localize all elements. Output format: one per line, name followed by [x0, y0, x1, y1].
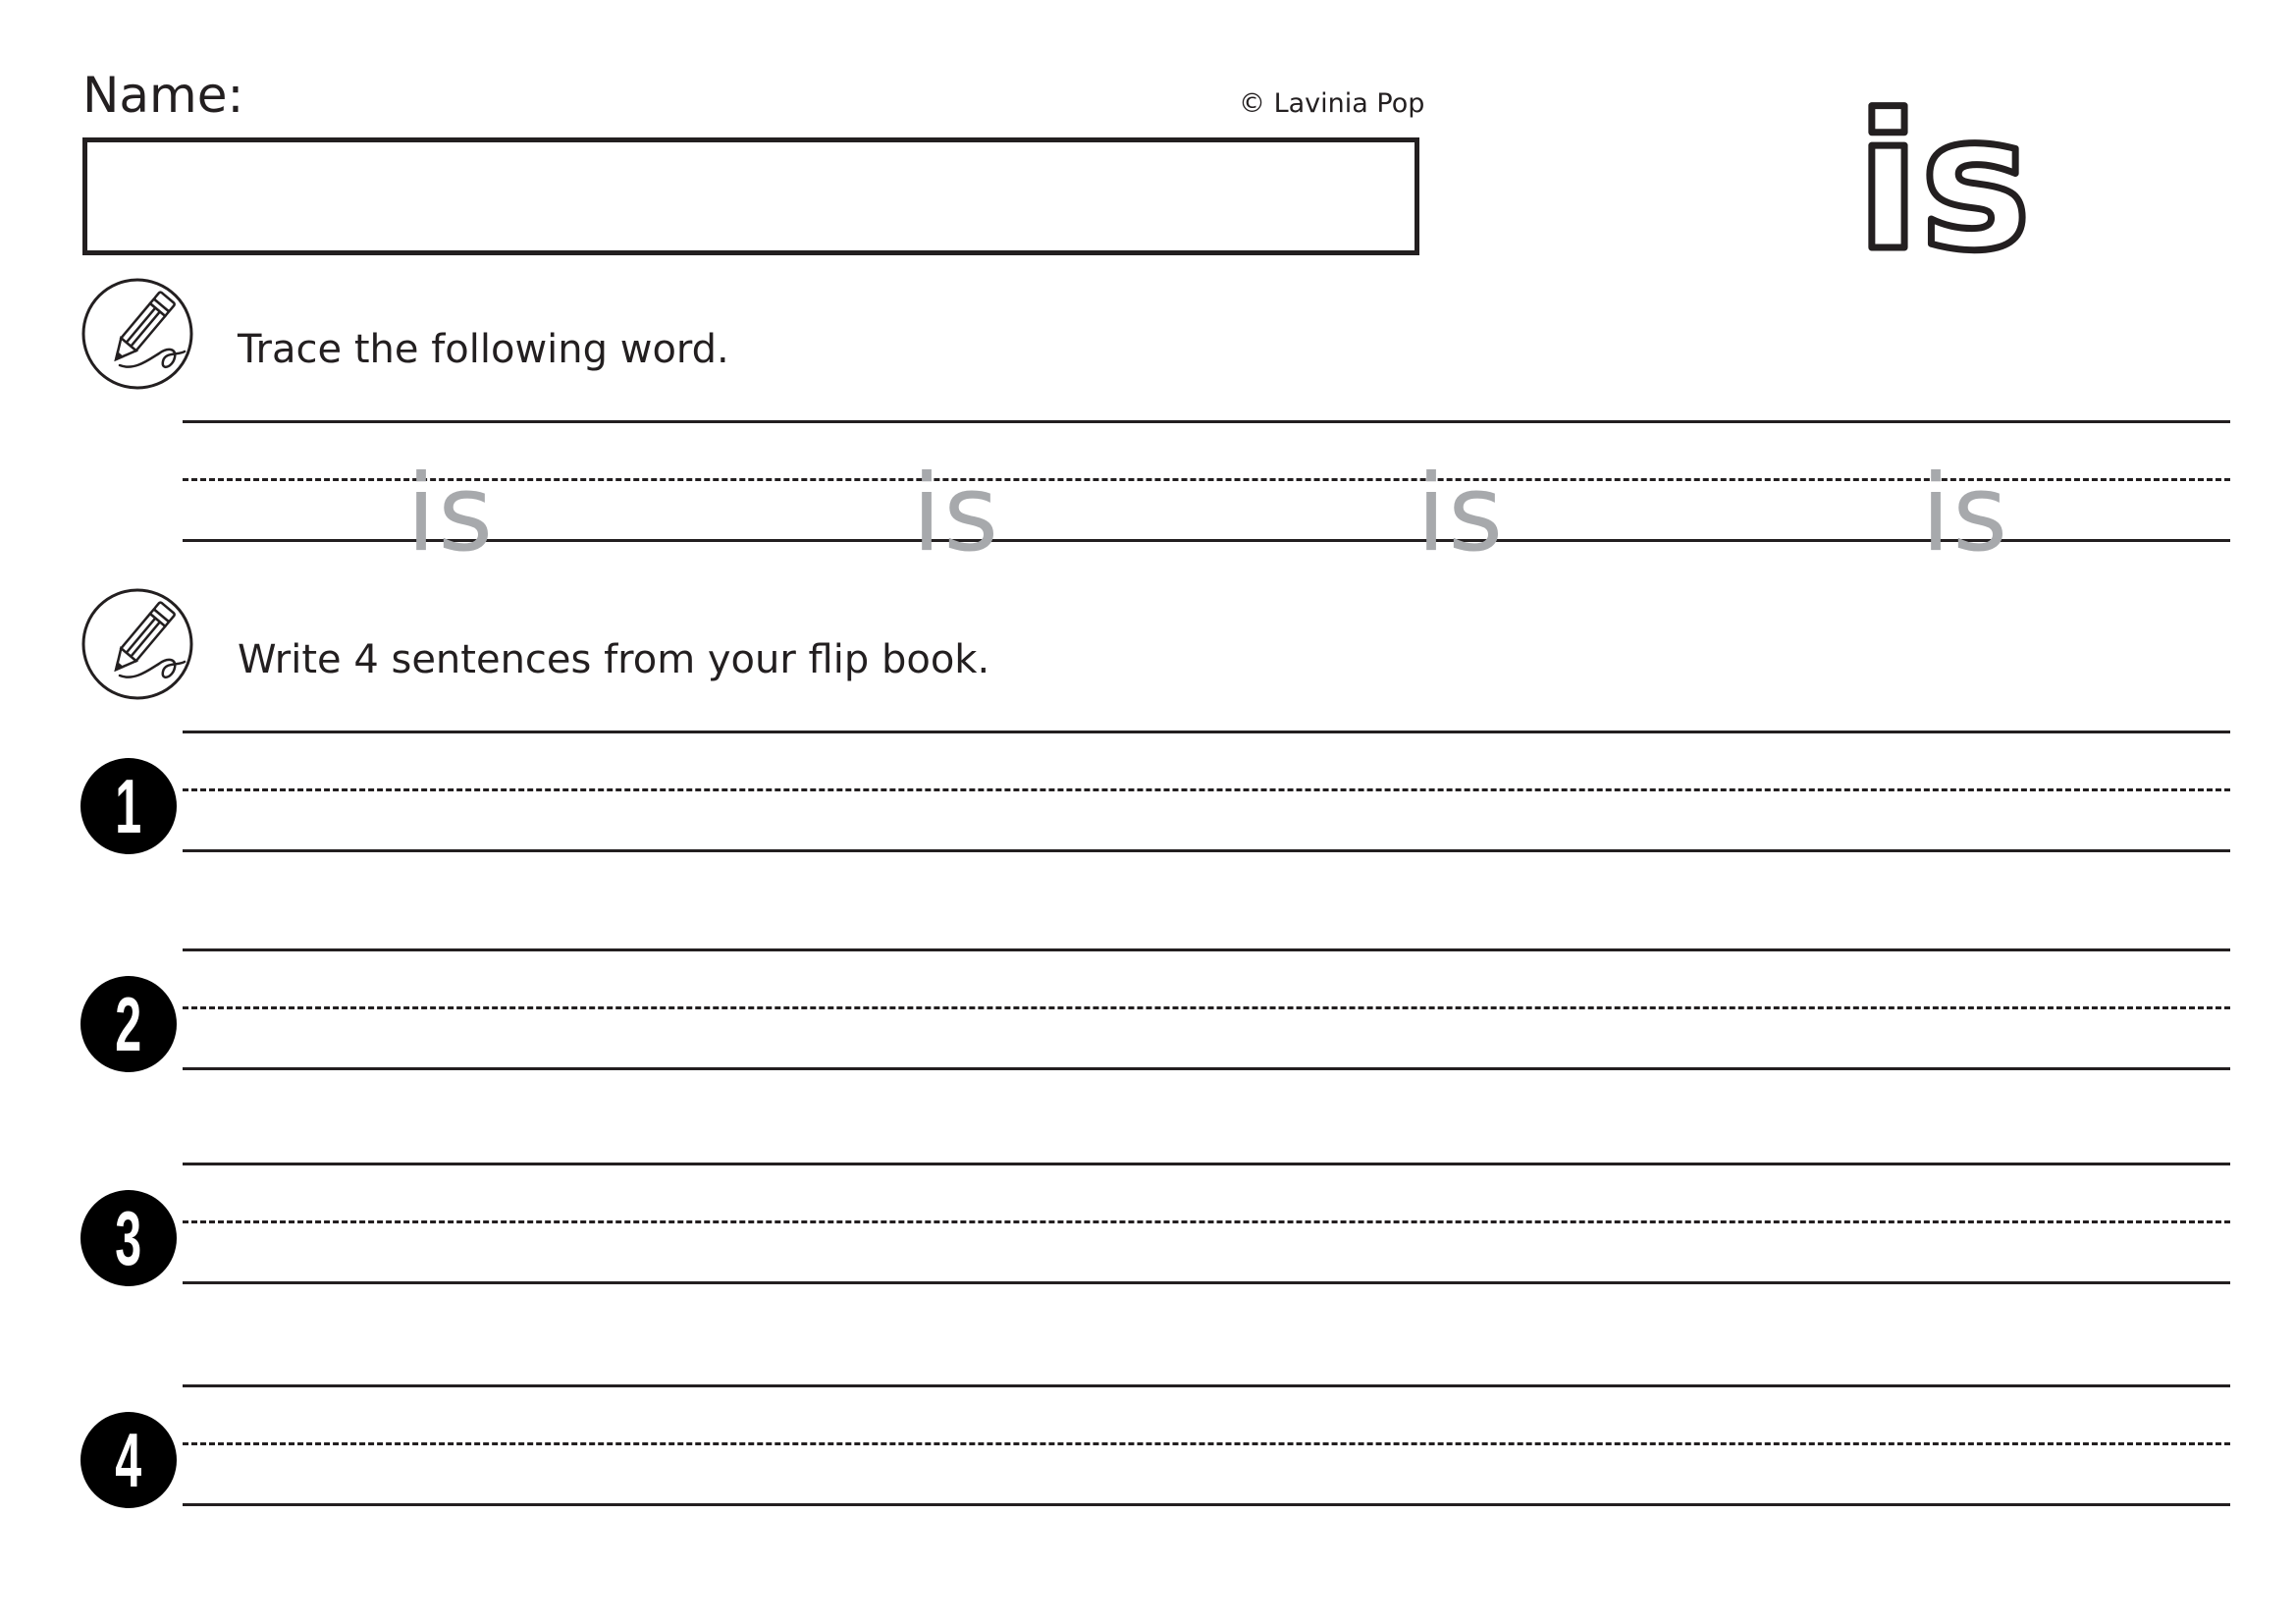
mid-dashed-line	[183, 1006, 2230, 1009]
outlined-word-text: is	[1855, 79, 2032, 275]
base-line	[183, 1281, 2230, 1284]
number-badge-label: 2	[115, 981, 142, 1067]
sentence-line-set-1[interactable]	[183, 731, 2230, 852]
trace-instruction: Trace the following word.	[238, 327, 729, 372]
number-badge-4	[80, 1412, 177, 1508]
name-input-box[interactable]	[82, 137, 1419, 255]
top-guide-line	[183, 731, 2230, 733]
mid-dashed-line	[183, 1442, 2230, 1445]
mid-dashed-line	[183, 788, 2230, 791]
pencil-icon	[80, 277, 194, 391]
top-guide-line	[183, 1163, 2230, 1165]
number-badge-3	[80, 1190, 177, 1286]
top-guide-line	[183, 948, 2230, 951]
base-line	[183, 1067, 2230, 1070]
copyright-text: © Lavinia Pop	[1239, 88, 1425, 119]
top-guide-line	[183, 1384, 2230, 1387]
trace-line-set[interactable]	[183, 420, 2230, 575]
number-badge-label: 1	[115, 763, 142, 849]
sentence-line-set-3[interactable]	[183, 1163, 2230, 1284]
outlined-word-title	[1737, 79, 2150, 275]
number-badge-1	[80, 758, 177, 854]
sentence-line-set-2[interactable]	[183, 948, 2230, 1070]
number-badge-2	[80, 976, 177, 1072]
base-line	[183, 1503, 2230, 1506]
number-badge-label: 3	[115, 1195, 142, 1281]
base-line	[183, 849, 2230, 852]
top-guide-line	[183, 420, 2230, 423]
trace-word: is	[1921, 453, 2010, 575]
trace-word: is	[912, 453, 1001, 575]
name-label: Name:	[82, 67, 244, 124]
number-badge-label: 4	[115, 1417, 142, 1503]
pencil-icon	[80, 587, 194, 701]
sentence-line-set-4[interactable]	[183, 1384, 2230, 1506]
mid-dashed-line	[183, 1220, 2230, 1223]
trace-word: is	[1416, 453, 1506, 575]
trace-word: is	[406, 453, 496, 575]
write-instruction: Write 4 sentences from your flip book.	[238, 637, 990, 682]
